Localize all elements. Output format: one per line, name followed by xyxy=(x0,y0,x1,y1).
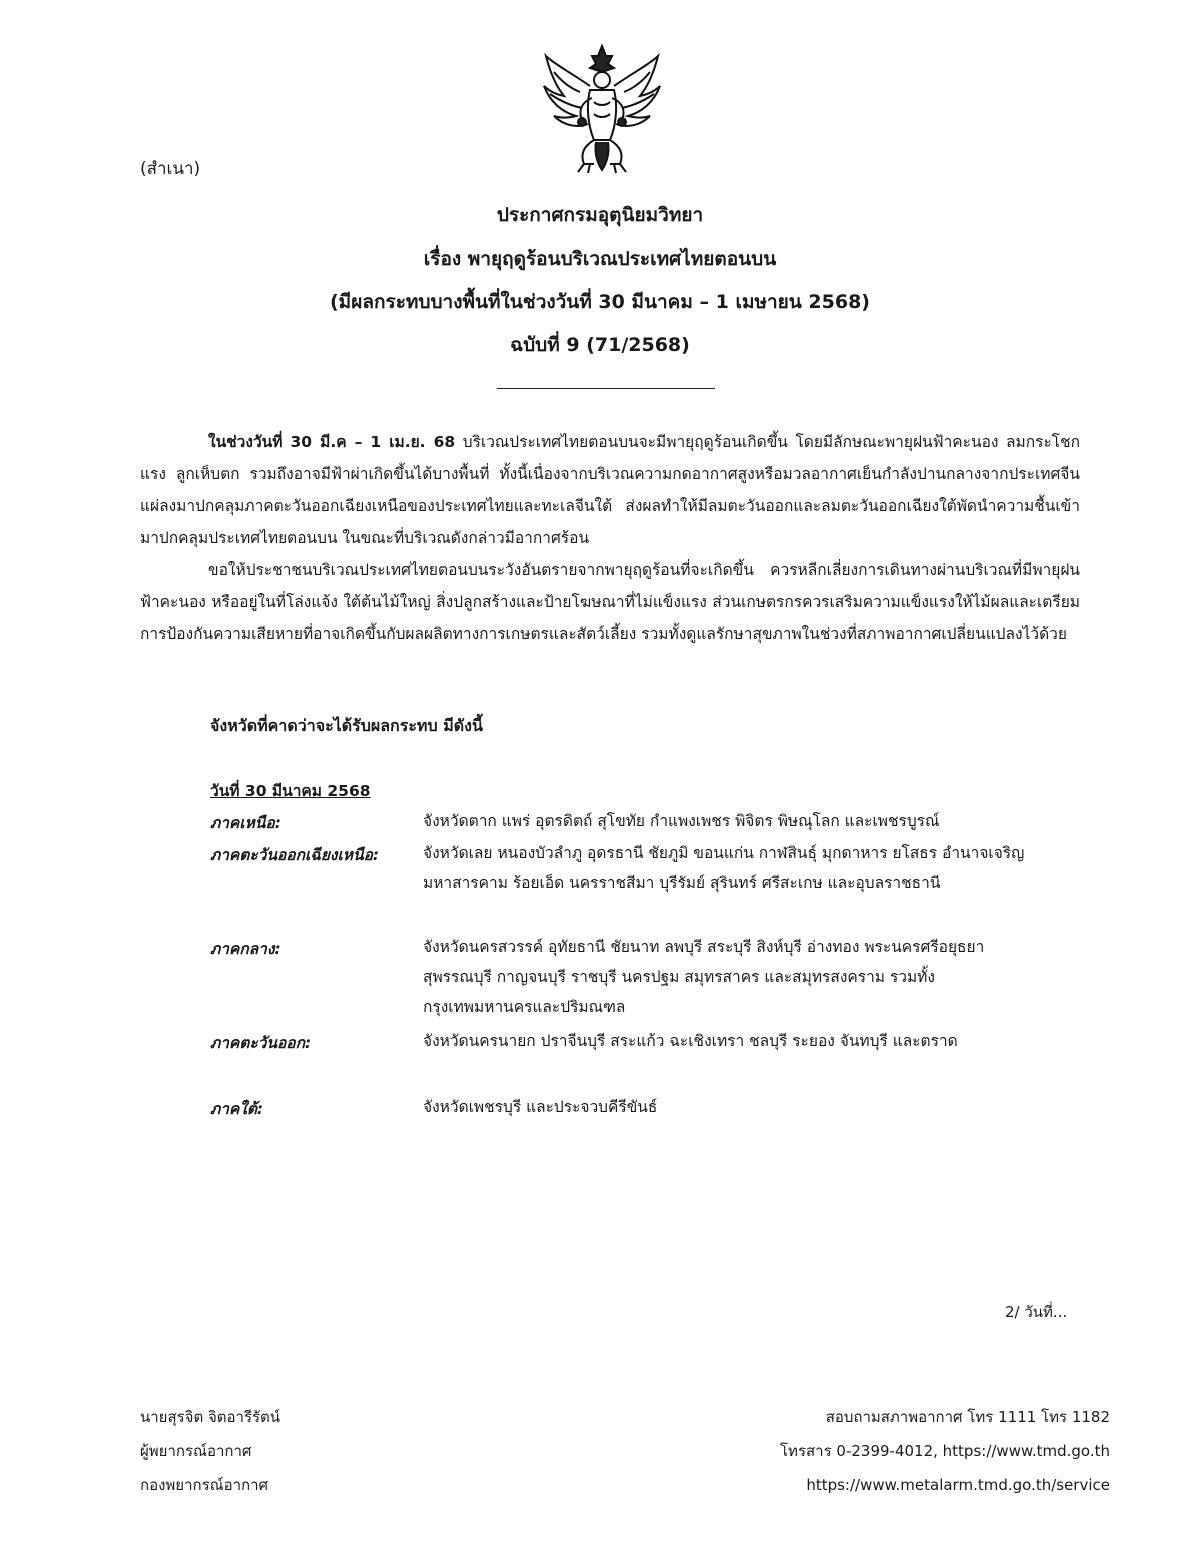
region-northeast-provinces: จังหวัดเลย หนองบัวลำภู อุดรธานี ชัยภูมิ ขอนแก่น กาฬสินธุ์ มุกดาหาร ยโสธร อำนาจเจริญ มหาสารคาม ร้อยเอ็ด นครราชสีมา บุรีรัมย์ สุรินทร์ ศรีสะเกษ และอุบลราชธานี xyxy=(423,844,1025,892)
footer-contact-service-link[interactable]: https://www.metalarm.tmd.go.th/service xyxy=(806,1476,1110,1494)
region-south-label: ภาคใต้: xyxy=(210,1100,264,1118)
region-east-label: ภาคตะวันออก: xyxy=(210,1034,312,1052)
paragraph-situation xyxy=(140,426,1080,554)
footer-signatory-division: กองพยากรณ์อากาศ xyxy=(140,1476,269,1494)
paragraph-advice xyxy=(140,554,1080,650)
region-central-provinces: จังหวัดนครสวรรค์ อุทัยธานี ชัยนาท ลพบุรี สระบุรี สิงห์บุรี อ่างทอง พระนครศรีอยุธยา สุพรรณบุรี กาญจนบุรี ราชบุรี นครปฐม สมุทรสาคร และสมุทรสงคราม รวมทั้งกรุงเทพมหานครและปริมณฑล xyxy=(423,938,985,1016)
footer-contact xyxy=(780,1400,1110,1502)
copy-mark: (สำเนา) xyxy=(140,159,201,179)
region-north-label: ภาคเหนือ: xyxy=(210,814,281,832)
continued-marker: 2/ วันที่... xyxy=(1005,1303,1068,1321)
paragraph-situation-lead: ในช่วงวันที่ 30 มี.ค – 1 เม.ย. 68 xyxy=(208,433,456,451)
footer-contact-fax-link[interactable]: โทรสาร 0-2399-4012, https://www.tmd.go.th xyxy=(780,1442,1110,1460)
region-central-label: ภาคกลาง: xyxy=(210,940,281,958)
footer-contact-phone: สอบถามสภาพอากาศ โทร 1111 โทร 1182 xyxy=(825,1408,1110,1426)
footer-signatory xyxy=(140,1400,280,1502)
announcement-period: (มีผลกระทบบางพื้นที่ในช่วงวันที่ 30 มีนาคม – 1 เมษายน 2568) xyxy=(330,291,870,313)
region-south-provinces: จังหวัดเพชรบุรี และประจวบคีรีขันธ์ xyxy=(423,1098,658,1116)
garuda-emblem-icon xyxy=(540,42,665,177)
announcement-subject: เรื่อง พายุฤดูร้อนบริเวณประเทศไทยตอนบน xyxy=(423,248,777,270)
paragraph-situation-text: บริเวณประเทศไทยตอนบนจะมีพายุฤดูร้อนเกิดขึ้น โดยมีลักษณะพายุฝนฟ้าคะนอง ลมกระโชกแรง ลูกเห็บตก รวมถึงอาจมีฟ้าผ่าเกิดขึ้นได้บางพื้นที่ ทั้งนี้เนื่องจากบริเวณความกดอากาศสูงหรือมวลอากาศเย็นกำลังปานกลางจากประเทศจีนแผ่ลงมาปกคลุมภาคตะวันออกเฉียงเหนือของประเทศไทยและทะเลจีนใต้ ส่งผลทำให้มีลมตะวันออกและลมตะวันออกเฉียงใต้พัดนำความชื้นเข้ามาปกคลุมประเทศไทยตอนบน ในขณะที่บริเวณดังกล่าวมีอากาศร้อน xyxy=(140,433,1081,547)
announcement-title: ประกาศกรมอุตุนิยมวิทยา xyxy=(496,204,704,226)
region-north-provinces: จังหวัดตาก แพร่ อุตรดิตถ์ สุโขทัย กำแพงเพชร พิจิตร พิษณุโลก และเพชรบูรณ์ xyxy=(423,812,940,830)
title-divider xyxy=(497,388,715,389)
announcement-issue: ฉบับที่ 9 (71/2568) xyxy=(510,334,690,356)
affected-heading: จังหวัดที่คาดว่าจะได้รับผลกระทบ มีดังนี้ xyxy=(210,716,483,735)
affected-date: วันที่ 30 มีนาคม 2568 xyxy=(210,782,371,800)
paragraph-advice-text: ขอให้ประชาชนบริเวณประเทศไทยตอนบนระวังอันตรายจากพายุฤดูร้อนที่จะเกิดขึ้น ควรหลีกเลี่ยงการเดินทางผ่านบริเวณที่มีพายุฝนฟ้าคะนอง หรืออยู่ในที่โล่งแจ้ง ใต้ต้นไม้ใหญ่ สิ่งปลูกสร้างและป้ายโฆษณาที่ไม่แข็งแรง ส่วนเกษตรกรควรเสริมความแข็งแรงให้ไม้ผลและเตรียมการป้องกันความเสียหายที่อาจเกิดขึ้นกับผลผลิตทางการเกษตรและสัตว์เลี้ยง รวมทั้งดูแลรักษาสุขภาพในช่วงที่สภาพอากาศเปลี่ยนแปลงไว้ด้วย xyxy=(140,561,1080,643)
region-east-provinces: จังหวัดนครนายก ปราจีนบุรี สระแก้ว ฉะเชิงเทรา ชลบุรี ระยอง จันทบุรี และตราด xyxy=(423,1032,958,1050)
footer-signatory-name: นายสุรจิต จิตอารีรัตน์ xyxy=(140,1408,281,1426)
footer-signatory-position: ผู้พยากรณ์อากาศ xyxy=(140,1442,252,1460)
region-northeast-label: ภาคตะวันออกเฉียงเหนือ: xyxy=(210,846,380,864)
